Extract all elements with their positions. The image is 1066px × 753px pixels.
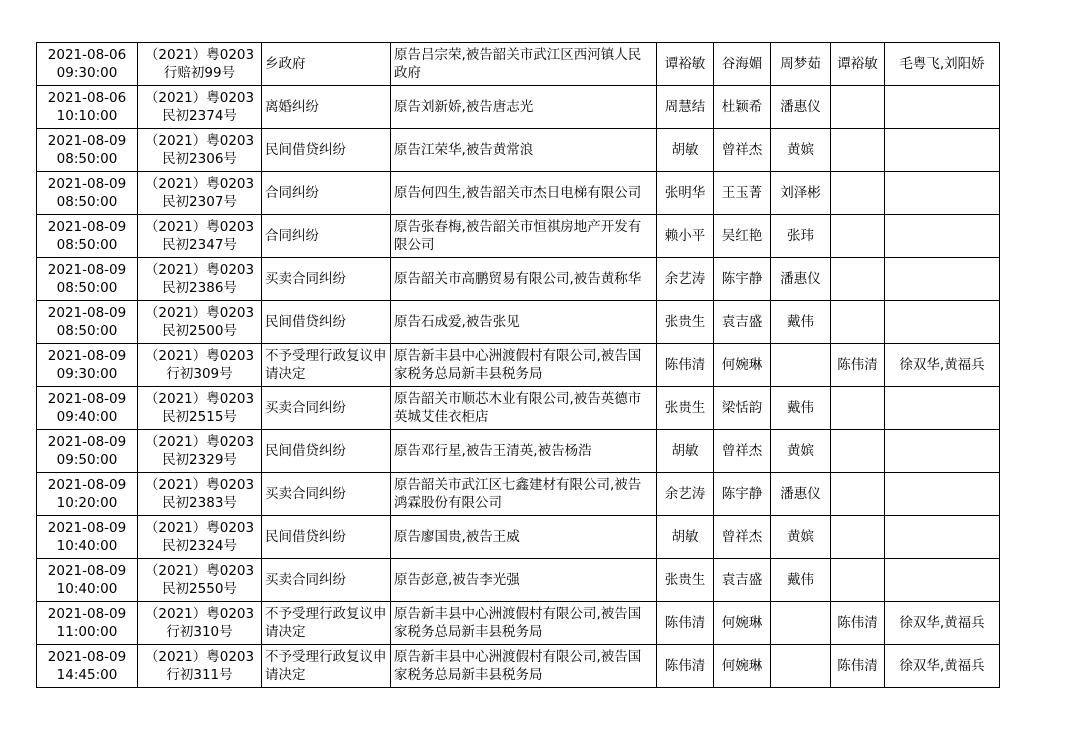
hearing-datetime-time: 08:50:00 (56, 194, 118, 210)
judge-cell: 余艺涛 (657, 258, 714, 301)
representative-cell (831, 215, 885, 258)
juror-cell: 张玮 (771, 215, 831, 258)
representative-cell (831, 86, 885, 129)
hearing-datetime-cell (37, 645, 138, 688)
clerk-cell: 袁吉盛 (714, 559, 771, 602)
case-number-case-year: （2021）粤0203 (144, 176, 255, 192)
parties-cell (391, 473, 657, 516)
case-number-case-no: 民初2329号 (162, 452, 237, 468)
juror-cell (771, 344, 831, 387)
lawyers-cell (885, 387, 1000, 430)
hearing-datetime-cell (37, 301, 138, 344)
clerk-cell: 陈宇静 (714, 258, 771, 301)
case-number-case-no: 行初311号 (166, 667, 233, 683)
cause-cell (262, 645, 391, 688)
representative-cell (831, 473, 885, 516)
parties-text: 原告石成爱,被告张见 (394, 314, 520, 330)
representative-cell (831, 129, 885, 172)
case-number-case-no: 民初2383号 (162, 495, 237, 511)
table-row (37, 301, 1000, 344)
parties-cell (391, 258, 657, 301)
case-number-case-year: （2021）粤0203 (144, 520, 255, 536)
juror-cell: 潘惠仪 (771, 258, 831, 301)
hearing-datetime-date: 2021-08-09 (47, 133, 127, 149)
lawyers-cell (885, 172, 1000, 215)
representative-cell (831, 516, 885, 559)
hearing-datetime-date: 2021-08-09 (47, 219, 127, 235)
parties-text: 原告韶关市武江区七鑫建材有限公司,被告鸿霖股份有限公司 (394, 477, 642, 511)
case-number-cell (138, 516, 262, 559)
hearing-datetime-time: 14:45:00 (56, 667, 118, 683)
hearing-datetime-date: 2021-08-09 (47, 477, 127, 493)
hearing-datetime-time: 08:50:00 (56, 237, 118, 253)
hearing-datetime-time: 08:50:00 (56, 323, 118, 339)
lawyers-cell (885, 516, 1000, 559)
cause-cell (262, 172, 391, 215)
cause-cell (262, 301, 391, 344)
parties-cell (391, 172, 657, 215)
hearing-datetime-date: 2021-08-06 (47, 47, 127, 63)
cause-text: 买卖合同纠纷 (265, 486, 346, 502)
table-row (37, 43, 1000, 86)
representative-cell (831, 430, 885, 473)
parties-text: 原告新丰县中心洲渡假村有限公司,被告国家税务总局新丰县税务局 (394, 348, 642, 382)
case-number-cell (138, 301, 262, 344)
hearing-datetime-date: 2021-08-09 (47, 520, 127, 536)
hearing-datetime-time: 09:30:00 (56, 65, 118, 81)
cause-text: 离婚纠纷 (265, 99, 319, 115)
lawyers-cell (885, 430, 1000, 473)
case-number-case-no: 民初2550号 (162, 581, 237, 597)
clerk-cell: 谷海媚 (714, 43, 771, 86)
hearing-datetime-date: 2021-08-09 (47, 391, 127, 407)
cause-text: 民间借贷纠纷 (265, 443, 346, 459)
clerk-cell: 何婉琳 (714, 344, 771, 387)
case-number-case-year: （2021）粤0203 (144, 305, 255, 321)
table-row (37, 387, 1000, 430)
hearing-datetime-date: 2021-08-09 (47, 176, 127, 192)
hearing-schedule-table (36, 42, 1000, 688)
case-number-case-year: （2021）粤0203 (144, 563, 255, 579)
case-number-case-no: 民初2500号 (162, 323, 237, 339)
cause-text: 合同纠纷 (265, 228, 319, 244)
parties-text: 原告邓行星,被告王清英,被告杨浩 (394, 443, 592, 459)
juror-cell: 戴伟 (771, 387, 831, 430)
table-row (37, 473, 1000, 516)
juror-cell: 戴伟 (771, 301, 831, 344)
judge-cell: 陈伟清 (657, 602, 714, 645)
clerk-cell: 袁吉盛 (714, 301, 771, 344)
parties-text: 原告新丰县中心洲渡假村有限公司,被告国家税务总局新丰县税务局 (394, 649, 642, 683)
case-number-case-year: （2021）粤0203 (144, 262, 255, 278)
case-number-case-year: （2021）粤0203 (144, 133, 255, 149)
case-number-cell (138, 387, 262, 430)
cause-text: 民间借贷纠纷 (265, 314, 346, 330)
representative-cell: 陈伟清 (831, 645, 885, 688)
parties-cell (391, 43, 657, 86)
cause-cell (262, 516, 391, 559)
lawyers-cell (885, 473, 1000, 516)
case-number-case-no: 民初2386号 (162, 280, 237, 296)
juror-cell: 周梦茹 (771, 43, 831, 86)
case-number-case-year: （2021）粤0203 (144, 649, 255, 665)
hearing-datetime-time: 09:40:00 (56, 409, 118, 425)
hearing-datetime-time: 09:50:00 (56, 452, 118, 468)
clerk-cell: 陈宇静 (714, 473, 771, 516)
parties-text: 原告廖国贵,被告王威 (394, 529, 520, 545)
case-number-cell (138, 559, 262, 602)
hearing-datetime-date: 2021-08-09 (47, 305, 127, 321)
representative-cell: 陈伟清 (831, 344, 885, 387)
clerk-cell: 曾祥杰 (714, 430, 771, 473)
cause-text: 乡政府 (265, 56, 306, 72)
hearing-datetime-time: 10:10:00 (56, 108, 118, 124)
table-row (37, 129, 1000, 172)
case-number-case-year: （2021）粤0203 (144, 219, 255, 235)
cause-text: 合同纠纷 (265, 185, 319, 201)
case-number-cell (138, 258, 262, 301)
case-number-case-no: 民初2306号 (162, 151, 237, 167)
table-row (37, 516, 1000, 559)
representative-cell: 陈伟清 (831, 602, 885, 645)
judge-cell: 赖小平 (657, 215, 714, 258)
cause-cell (262, 43, 391, 86)
case-number-cell (138, 129, 262, 172)
hearing-datetime-cell (37, 43, 138, 86)
parties-cell (391, 387, 657, 430)
cause-text: 民间借贷纠纷 (265, 529, 346, 545)
hearing-datetime-cell (37, 344, 138, 387)
parties-cell (391, 86, 657, 129)
hearing-datetime-time: 08:50:00 (56, 280, 118, 296)
cause-cell (262, 129, 391, 172)
parties-text: 原告张春梅,被告韶关市恒祺房地产开发有限公司 (394, 219, 642, 253)
case-number-cell (138, 473, 262, 516)
hearing-datetime-cell (37, 559, 138, 602)
parties-text: 原告刘新娇,被告唐志光 (394, 99, 534, 115)
hearing-datetime-date: 2021-08-09 (47, 348, 127, 364)
hearing-datetime-date: 2021-08-09 (47, 649, 127, 665)
case-number-case-no: 民初2515号 (162, 409, 237, 425)
clerk-cell: 杜颖希 (714, 86, 771, 129)
judge-cell: 余艺涛 (657, 473, 714, 516)
parties-text: 原告彭意,被告李光强 (394, 572, 520, 588)
table-row (37, 86, 1000, 129)
table-row (37, 215, 1000, 258)
parties-cell (391, 301, 657, 344)
cause-text: 买卖合同纠纷 (265, 572, 346, 588)
case-number-case-year: （2021）粤0203 (144, 348, 255, 364)
case-number-case-no: 民初2374号 (162, 108, 237, 124)
juror-cell: 潘惠仪 (771, 86, 831, 129)
clerk-cell: 王玉菁 (714, 172, 771, 215)
schedule-body (37, 43, 1000, 688)
juror-cell: 黄嫔 (771, 430, 831, 473)
juror-cell: 黄嫔 (771, 129, 831, 172)
lawyers-cell (885, 258, 1000, 301)
judge-cell: 胡敏 (657, 430, 714, 473)
hearing-datetime-time: 08:50:00 (56, 151, 118, 167)
hearing-datetime-time: 10:20:00 (56, 495, 118, 511)
case-number-case-no: 民初2307号 (162, 194, 237, 210)
parties-cell (391, 344, 657, 387)
case-number-case-no: 行赔初99号 (163, 65, 236, 81)
case-number-cell (138, 43, 262, 86)
lawyers-cell (885, 129, 1000, 172)
case-number-case-no: 行初309号 (166, 366, 233, 382)
juror-cell (771, 602, 831, 645)
parties-cell (391, 645, 657, 688)
cause-text: 买卖合同纠纷 (265, 400, 346, 416)
hearing-datetime-cell (37, 129, 138, 172)
juror-cell: 刘泽彬 (771, 172, 831, 215)
case-number-case-year: （2021）粤0203 (144, 90, 255, 106)
parties-text: 原告江荣华,被告黄常浪 (394, 142, 534, 158)
parties-text: 原告何四生,被告韶关市杰日电梯有限公司 (394, 185, 642, 201)
table-row (37, 172, 1000, 215)
lawyers-cell: 徐双华,黄福兵 (885, 344, 1000, 387)
clerk-cell: 吴红艳 (714, 215, 771, 258)
cause-cell (262, 602, 391, 645)
case-number-case-year: （2021）粤0203 (144, 434, 255, 450)
table-row (37, 645, 1000, 688)
hearing-datetime-cell (37, 516, 138, 559)
hearing-datetime-date: 2021-08-06 (47, 90, 127, 106)
lawyers-cell (885, 215, 1000, 258)
cause-text: 不予受理行政复议申请决定 (265, 606, 387, 640)
hearing-datetime-time: 09:30:00 (56, 366, 118, 382)
juror-cell: 潘惠仪 (771, 473, 831, 516)
cause-cell (262, 387, 391, 430)
case-number-cell (138, 645, 262, 688)
hearing-datetime-time: 11:00:00 (56, 624, 118, 640)
cause-cell (262, 344, 391, 387)
hearing-datetime-cell (37, 387, 138, 430)
case-number-case-year: （2021）粤0203 (144, 391, 255, 407)
judge-cell: 张贵生 (657, 301, 714, 344)
hearing-datetime-cell (37, 172, 138, 215)
cause-text: 买卖合同纠纷 (265, 271, 346, 287)
table-row (37, 344, 1000, 387)
hearing-datetime-time: 10:40:00 (56, 538, 118, 554)
clerk-cell: 梁恬韵 (714, 387, 771, 430)
representative-cell (831, 258, 885, 301)
hearing-datetime-date: 2021-08-09 (47, 563, 127, 579)
parties-cell (391, 129, 657, 172)
judge-cell: 谭裕敏 (657, 43, 714, 86)
judge-cell: 周慧结 (657, 86, 714, 129)
judge-cell: 胡敏 (657, 129, 714, 172)
table-row (37, 258, 1000, 301)
parties-cell (391, 559, 657, 602)
lawyers-cell: 徐双华,黄福兵 (885, 645, 1000, 688)
cause-text: 不予受理行政复议申请决定 (265, 348, 387, 382)
judge-cell: 胡敏 (657, 516, 714, 559)
lawyers-cell (885, 559, 1000, 602)
parties-text: 原告新丰县中心洲渡假村有限公司,被告国家税务总局新丰县税务局 (394, 606, 642, 640)
hearing-datetime-date: 2021-08-09 (47, 262, 127, 278)
case-number-case-no: 行初310号 (166, 624, 233, 640)
judge-cell: 张明华 (657, 172, 714, 215)
case-number-cell (138, 344, 262, 387)
table-row (37, 430, 1000, 473)
parties-cell (391, 516, 657, 559)
hearing-datetime-cell (37, 430, 138, 473)
representative-cell (831, 172, 885, 215)
hearing-datetime-date: 2021-08-09 (47, 434, 127, 450)
representative-cell (831, 301, 885, 344)
table-row (37, 559, 1000, 602)
parties-cell (391, 215, 657, 258)
lawyers-cell (885, 301, 1000, 344)
hearing-datetime-cell (37, 215, 138, 258)
representative-cell (831, 559, 885, 602)
judge-cell: 张贵生 (657, 387, 714, 430)
clerk-cell: 曾祥杰 (714, 516, 771, 559)
representative-cell: 谭裕敏 (831, 43, 885, 86)
judge-cell: 陈伟清 (657, 344, 714, 387)
clerk-cell: 何婉琳 (714, 602, 771, 645)
parties-cell (391, 430, 657, 473)
hearing-datetime-cell (37, 258, 138, 301)
lawyers-cell (885, 86, 1000, 129)
cause-cell (262, 215, 391, 258)
hearing-datetime-cell (37, 473, 138, 516)
case-number-case-year: （2021）粤0203 (144, 477, 255, 493)
juror-cell (771, 645, 831, 688)
clerk-cell: 何婉琳 (714, 645, 771, 688)
hearing-datetime-cell (37, 86, 138, 129)
cause-cell (262, 473, 391, 516)
judge-cell: 陈伟清 (657, 645, 714, 688)
parties-cell (391, 602, 657, 645)
parties-text: 原告韶关市高鹏贸易有限公司,被告黄称华 (394, 271, 642, 287)
juror-cell: 黄嫔 (771, 516, 831, 559)
case-number-case-no: 民初2324号 (162, 538, 237, 554)
clerk-cell: 曾祥杰 (714, 129, 771, 172)
lawyers-cell: 徐双华,黄福兵 (885, 602, 1000, 645)
case-number-case-year: （2021）粤0203 (144, 606, 255, 622)
hearing-datetime-date: 2021-08-09 (47, 606, 127, 622)
case-number-cell (138, 172, 262, 215)
parties-text: 原告吕宗荣,被告韶关市武江区西河镇人民政府 (394, 47, 642, 81)
hearing-datetime-time: 10:40:00 (56, 581, 118, 597)
case-number-cell (138, 86, 262, 129)
parties-text: 原告韶关市顺芯木业有限公司,被告英德市英城艾佳衣柜店 (394, 391, 642, 425)
cause-cell (262, 258, 391, 301)
table-row (37, 602, 1000, 645)
cause-cell (262, 86, 391, 129)
judge-cell: 张贵生 (657, 559, 714, 602)
juror-cell: 戴伟 (771, 559, 831, 602)
case-number-case-year: （2021）粤0203 (144, 47, 255, 63)
lawyers-cell: 毛粤飞,刘阳娇 (885, 43, 1000, 86)
cause-cell (262, 559, 391, 602)
case-number-cell (138, 602, 262, 645)
case-number-cell (138, 215, 262, 258)
cause-text: 民间借贷纠纷 (265, 142, 346, 158)
hearing-datetime-cell (37, 602, 138, 645)
cause-cell (262, 430, 391, 473)
case-number-case-no: 民初2347号 (162, 237, 237, 253)
cause-text: 不予受理行政复议申请决定 (265, 649, 387, 683)
case-number-cell (138, 430, 262, 473)
representative-cell (831, 387, 885, 430)
